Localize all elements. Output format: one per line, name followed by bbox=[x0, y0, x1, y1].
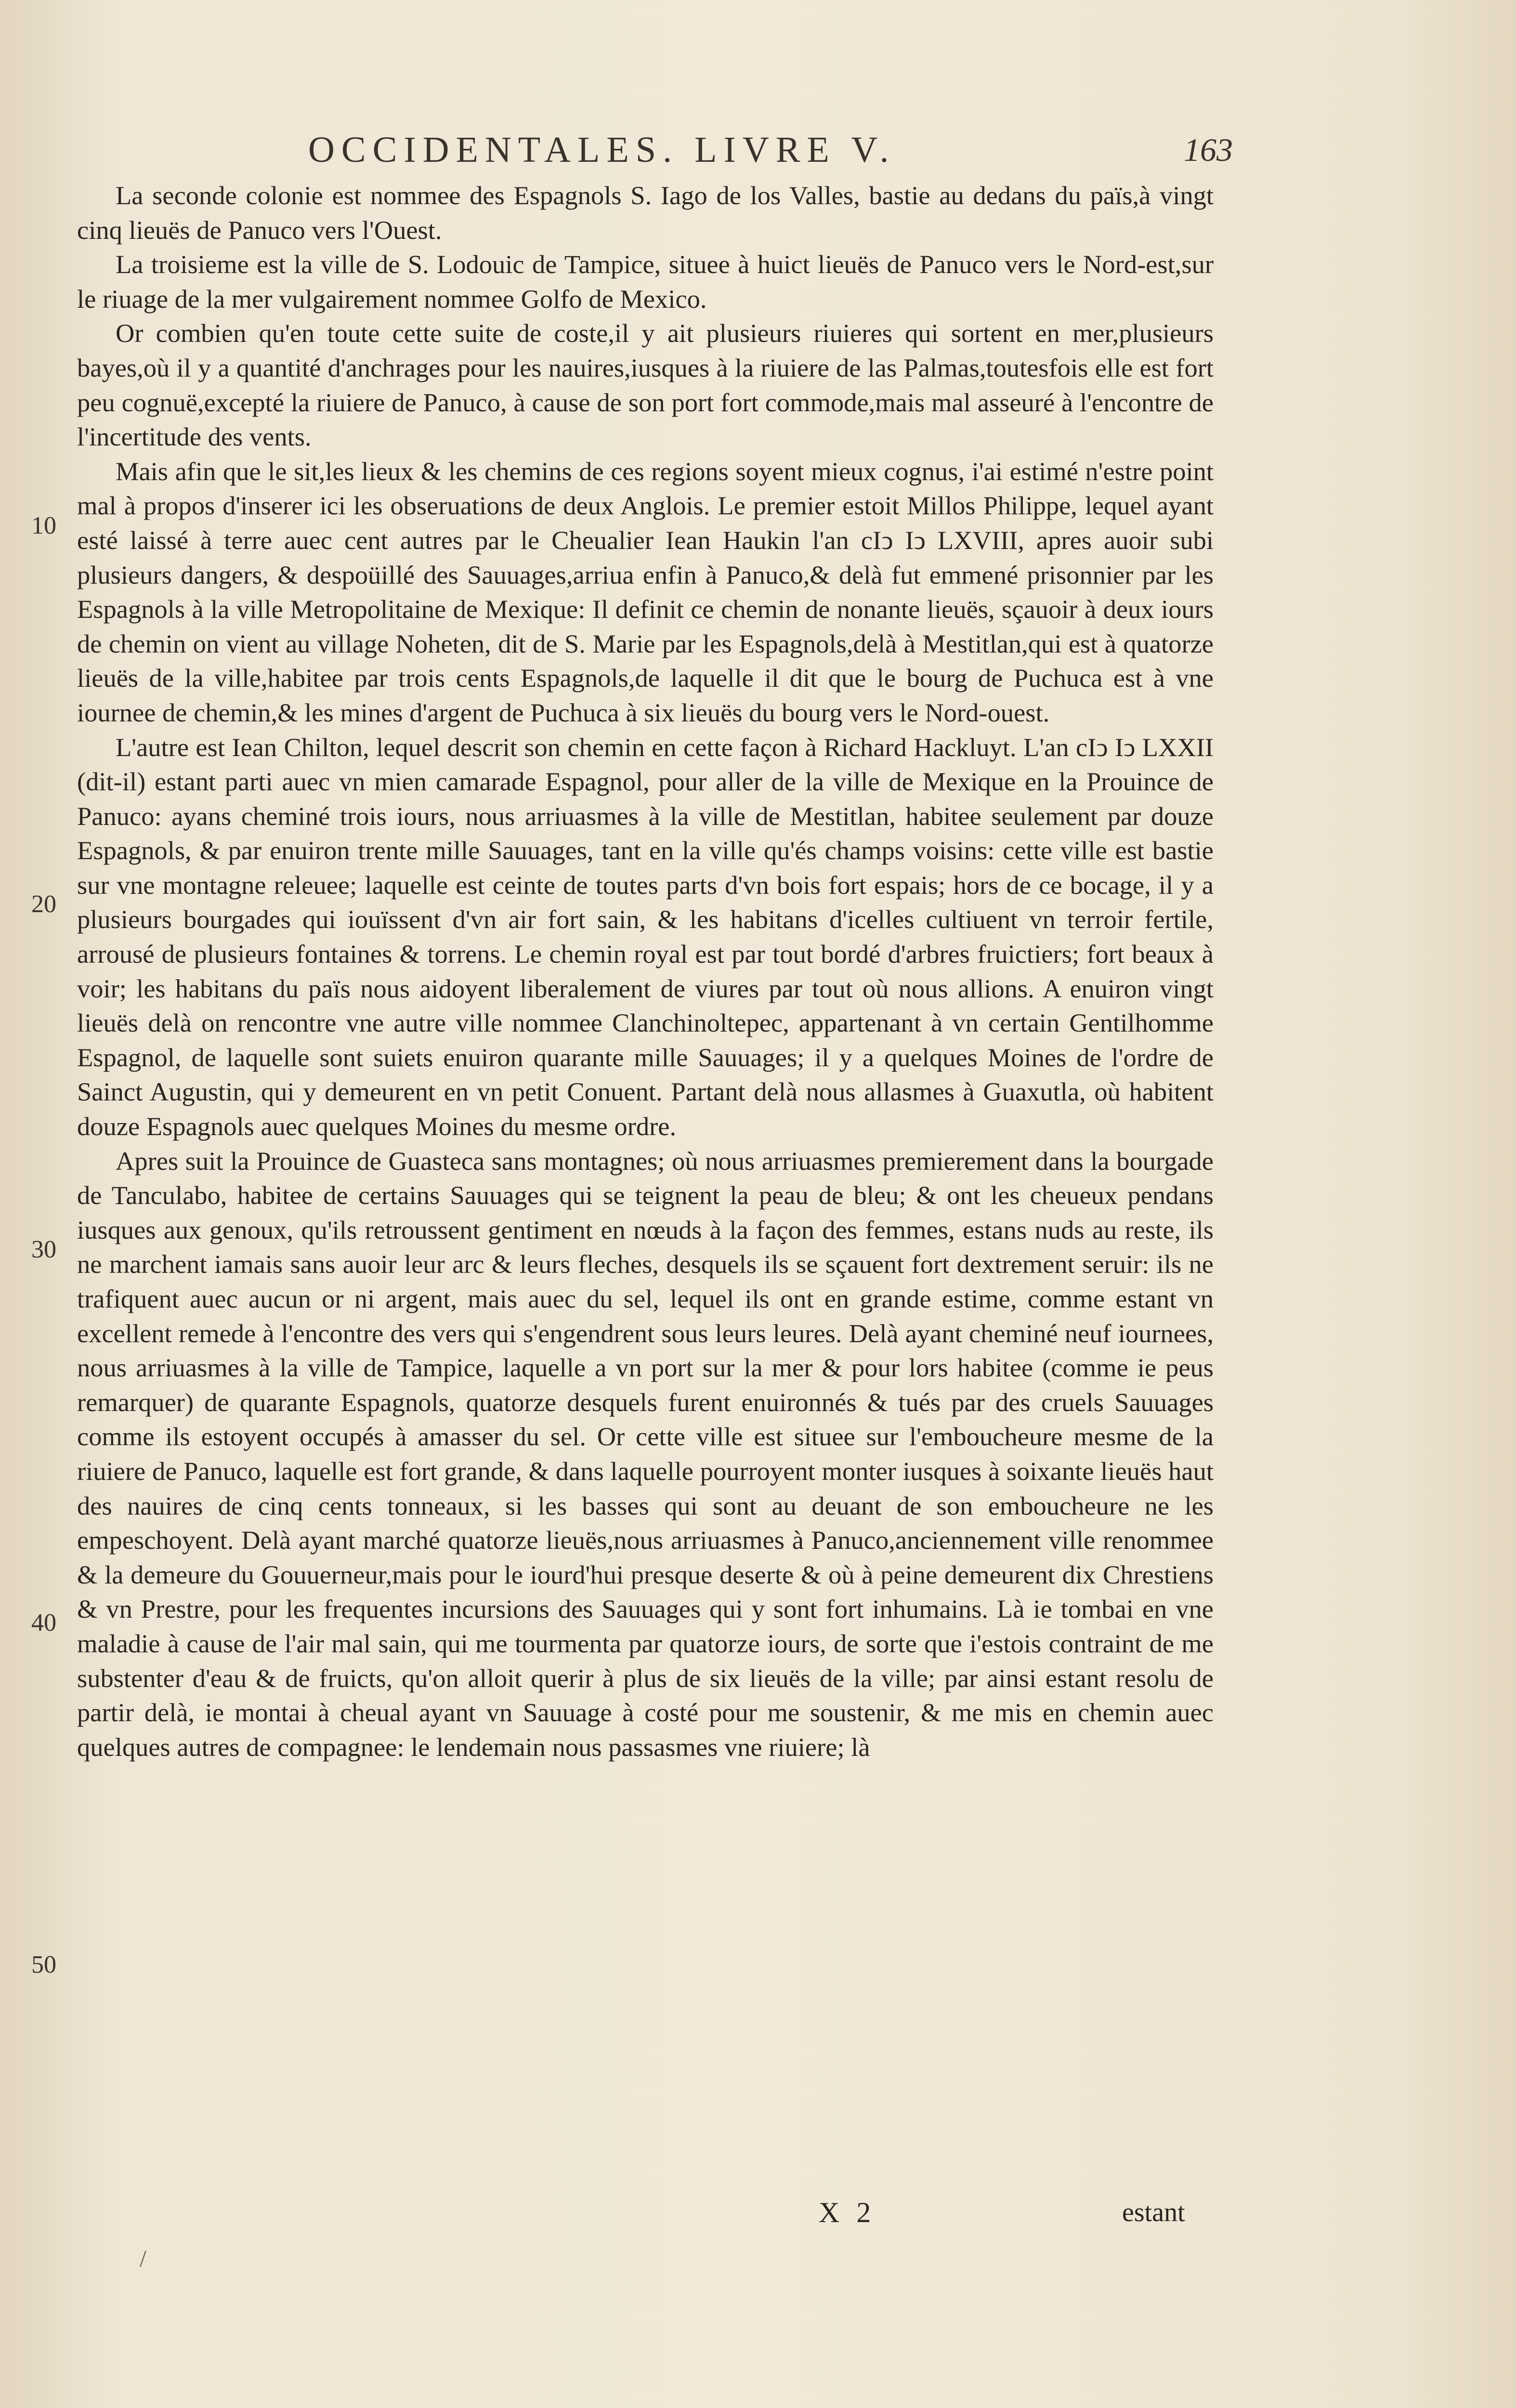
line-number-10: 10 bbox=[31, 512, 56, 539]
paragraph: La troisieme est la ville de S. Lodouic de Tampice, situee à huict lieuës de Panuco vers le Nord-est,sur le riuage de la mer vulgairement nommee Golfo de Mexico. bbox=[77, 249, 1214, 314]
line-number-40: 40 bbox=[31, 1609, 56, 1636]
line-number-20: 20 bbox=[31, 890, 56, 918]
running-title: OCCIDENTALES. LIVRE V. bbox=[308, 130, 896, 170]
paragraph: Or combien qu'en toute cette suite de coste,il y ait plusieurs riuieres qui sortent en mer,plusieurs bayes,où il y a quantité d'anchrages pour les nauires,iusques à la riuiere de las Palmas,toutesfois elle est fort peu cognuë,excepté la riuiere de Panuco, à cause de son port fort commode,mais mal asseuré à l'encontre de l'incertitude des vents. bbox=[77, 318, 1214, 452]
paragraph: Apres suit la Prouince de Guasteca sans montagnes; où nous arriuasmes premierement dans la bourgade de Tanculabo, habitee de certains Sauuages qui se teignent la peau de bleu; & ont les cheueux pendans iusques aux genoux, qu'ils retroussent gentiment en nœuds à la façon des femmes, estans nuds au reste, ils ne marchent iamais sans auoir leur arc & leurs fleches, desquels ils se sçauent fort dextrement seruir: ils ne trafiquent auec aucun or ni argent, mais auec du sel, lequel ils ont en grande estime, comme estant vn excellent remede à l'encontre des vers qui s'engendrent sous leurs leures. Delà ayant cheminé neuf iournees, nous arriuasmes à la ville de Tampice, laquelle a vn port sur la mer & pour lors habitee (comme ie peus remarquer) de quarante Espagnols, quatorze desquels furent enuironnés & tués par des cruels Sauuages comme ils estoyent occupés à amasser du sel. Or cette ville est situee sur l'emboucheure mesme de la riuiere de Panuco, laquelle est fort grande, & dans laquelle pourroyent monter iusques à soixante lieuës haut des nauires de cinq cents tonneaux, si les basses qui sont au deuant de son emboucheure ne les empeschoyent. Delà ayant marché quatorze lieuës,nous arriuasmes à Panuco,anciennement ville renommee & la demeure du Gouuerneur,mais pour le iourd'hui presque deserte & où à peine demeurent dix Chrestiens & vn Prestre, pour les frequentes incursions des Sauuages qui y sont fort inhumains. Là ie tombai en vne maladie à cause de l'air mal sain, qui me tourmenta par quatorze iours, de sorte que i'estois contraint de me substenter d'eau & de fruicts, qu'on alloit querir à plus de six lieuës de la ville; par ainsi estant resolu de partir delà, ie montai à cheual ayant vn Sauuage à costé pour me soustenir, & me mis en chemin auec quelques autres de compagnee: le lendemain nous passasmes vne riuiere; là bbox=[77, 1146, 1214, 1762]
catchword: estant bbox=[1122, 2198, 1185, 2227]
paragraph: La seconde colonie est nommee des Espagnols S. Iago de los Valles, bastie au dedans du païs,à vingt cinq lieuës de Panuco vers l'Ouest. bbox=[77, 181, 1214, 245]
paragraph: L'autre est Iean Chilton, lequel descrit son chemin en cette façon à Richard Hackluyt. L'an cIↄ Iↄ LXXII (dit-il) estant parti auec vn mien camarade Espagnol, pour aller de la ville de Mexique en la Prouince de Panuco: ayans cheminé trois iours, nous arriuasmes à la ville de Mestitlan, habitee seulement par douze Espagnols, & par enuiron trente mille Sauuages, tant en la ville qu'és champs voisins: cette ville est bastie sur vne montagne releuee; laquelle est ceinte de toutes parts d'vn bois fort espais; hors de ce bocage, il y a plusieurs bourgades qui iouïssent d'vn air fort sain, & les habitans d'icelles cultiuent vn terroir fertile, arrousé de plusieurs fontaines & torrens. Le chemin royal est par tout bordé d'arbres fruictiers; fort beaux à voir; les habitans du païs nous aidoyent liberalement de viures par tout où nous allions. A enuiron vingt lieuës delà on rencontre vne autre ville nommee Clanchinoltepec, appartenant à vn certain Gentilhomme Espagnol, de laquelle sont suiets enuiron quarante mille Sauuages; il y a quelques Moines de l'ordre de Sainct Augustin, qui y demeurent en vn petit Conuent. Partant delà nous allasmes à Guaxutla, où habitent douze Espagnols auec quelques Moines du mesme ordre. bbox=[77, 732, 1214, 1141]
line-number-30: 30 bbox=[31, 1236, 56, 1263]
signature-mark: X 2 bbox=[819, 2197, 876, 2228]
folio-number: 163 bbox=[1184, 131, 1233, 168]
stray-mark: / bbox=[140, 2245, 146, 2272]
paragraph: Mais afin que le sit,les lieux & les chemins de ces regions soyent mieux cognus, i'ai estimé n'estre point mal à propos d'inserer ici les obseruations de deux Anglois. Le premier estoit Millos Philippe, lequel ayant esté laissé à terre auec cent autres par le Cheualier Iean Haukin l'an cIↄ Iↄ LXVIII, apres auoir subi plusieurs dangers, & despoüillé des Sauuages,arriua enfin à Panuco,& delà fut emmené prisonnier par les Espagnols à la ville Metropolitaine de Mexique: Il definit ce chemin de nonante lieuës, sçauoir à deux iours de chemin on vient au village Noheten, dit de S. Marie par les Espagnols,delà à Mestitlan,qui est à quatorze lieuës de la ville,habitee par trois cents Espagnols,de laquelle il dit que le bourg de Puchuca est à vne iournee de chemin,& les mines d'argent de Puchuca à six lieuës du bourg vers le Nord-ouest. bbox=[77, 456, 1214, 727]
line-number-50: 50 bbox=[31, 1951, 56, 1978]
body-text bbox=[77, 178, 1214, 1764]
